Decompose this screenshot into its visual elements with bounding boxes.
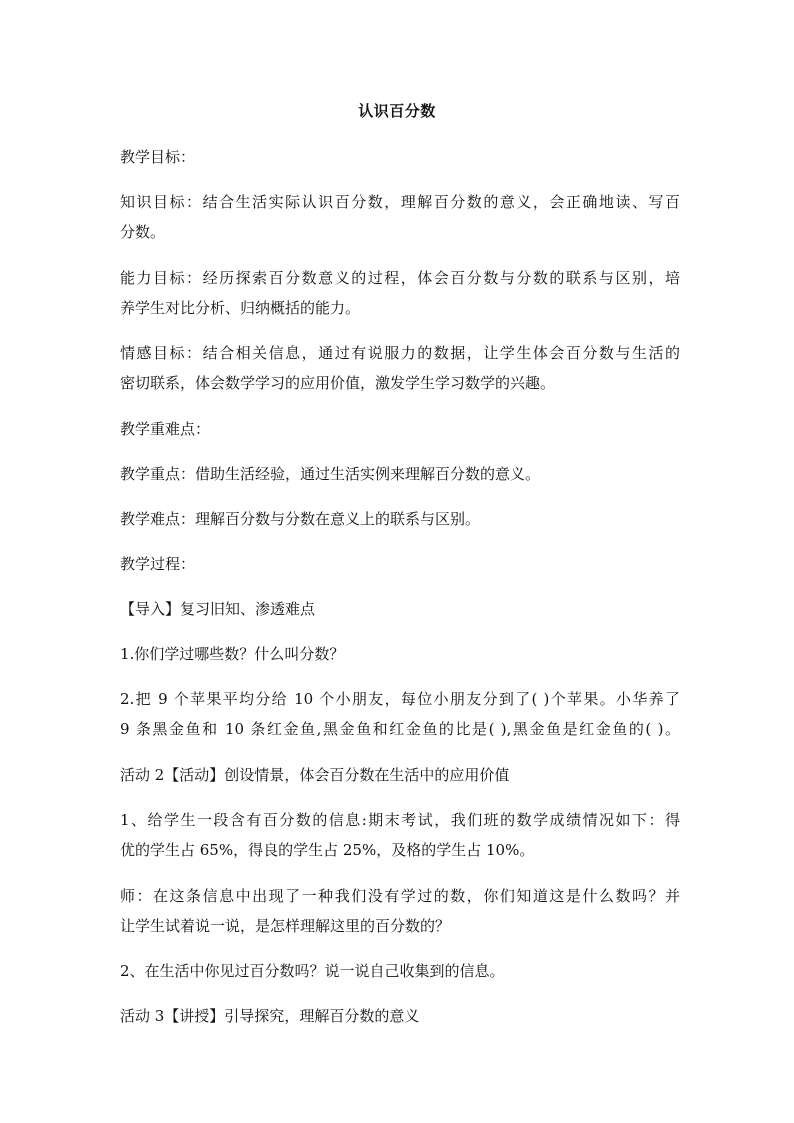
- key-point-text: 教学重点：借助生活经验，通过生活实例来理解百分数的意义。: [120, 465, 541, 483]
- activity-2-item-1: [120, 805, 680, 865]
- teacher-note-line-2: 让学生试着说一说，是怎样理解这里的百分数的？: [120, 917, 451, 935]
- intro-heading-text: 【导入】复习旧知、渗透难点: [120, 600, 316, 618]
- ability-goal-paragraph: [120, 263, 680, 323]
- question-2-line-2: 9 条黑金鱼和 10 条红金鱼,黑金鱼和红金鱼的比是( ),黑金鱼是红金鱼的( )。: [120, 720, 680, 738]
- knowledge-goal-line-1: 知识目标：结合生活实际认识百分数，理解百分数的意义，会正确地读、写百: [120, 193, 680, 211]
- teacher-note: [120, 881, 680, 941]
- difficulty-paragraph: [120, 504, 680, 534]
- ability-goal-line-2: 养学生对比分析、归纳概括的能力。: [120, 299, 361, 317]
- emotion-goal-line-1: 情感目标：结合相关信息，通过有说服力的数据，让学生体会百分数与生活的: [120, 344, 680, 362]
- key-points-heading: [120, 414, 680, 444]
- activity-2-heading-text: 活动 2【活动】创设情景，体会百分数在生活中的应用价值: [120, 766, 510, 784]
- process-heading-text: 教学过程：: [120, 555, 196, 573]
- activity-2-item-2: [120, 956, 680, 986]
- activity-2-item-1-line-2: 优的学生占 65%，得良的学生占 25%，及格的学生占 10%。: [120, 841, 535, 859]
- emotion-goal-paragraph: [120, 338, 680, 398]
- activity-3-heading: [120, 1001, 680, 1031]
- document-title: 认识百分数: [358, 102, 436, 120]
- intro-heading: [120, 594, 680, 624]
- emotion-goal-line-2: 密切联系，体会数学学习的应用价值，激发学生学习数学的兴趣。: [120, 374, 556, 392]
- question-1: [120, 639, 680, 669]
- key-points-heading-text: 教学重难点：: [120, 420, 211, 438]
- ability-goal-line-1: 能力目标：经历探索百分数意义的过程，体会百分数与分数的联系与区别，培: [120, 269, 680, 287]
- goals-heading: [120, 142, 680, 172]
- goals-heading-text: 教学目标：: [120, 148, 196, 166]
- question-1-text: 1.你们学过哪些数？什么叫分数？: [120, 645, 345, 663]
- teacher-note-line-1: 师：在这条信息中出现了一种我们没有学过的数，你们知道这是什么数吗？并: [120, 887, 680, 905]
- activity-2-item-2-text: 2、在生活中你见过百分数吗？说一说自己收集到的信息。: [120, 962, 505, 980]
- knowledge-goal-line-2: 分数。: [120, 223, 166, 241]
- question-2: [120, 684, 680, 744]
- activity-2-item-1-line-1: 1、给学生一段含有百分数的信息:期末考试，我们班的数学成绩情况如下：得: [120, 811, 680, 829]
- process-heading: [120, 549, 680, 579]
- activity-2-heading: [120, 760, 680, 790]
- difficulty-text: 教学难点：理解百分数与分数在意义上的联系与区别。: [120, 510, 481, 528]
- key-point-paragraph: [120, 459, 680, 489]
- activity-3-heading-text: 活动 3【讲授】引导探究，理解百分数的意义: [120, 1007, 420, 1025]
- knowledge-goal-paragraph: [120, 187, 680, 247]
- question-2-line-1: 2.把 9 个苹果平均分给 10 个小朋友，每位小朋友分到了( )个苹果。小华养了: [120, 690, 680, 708]
